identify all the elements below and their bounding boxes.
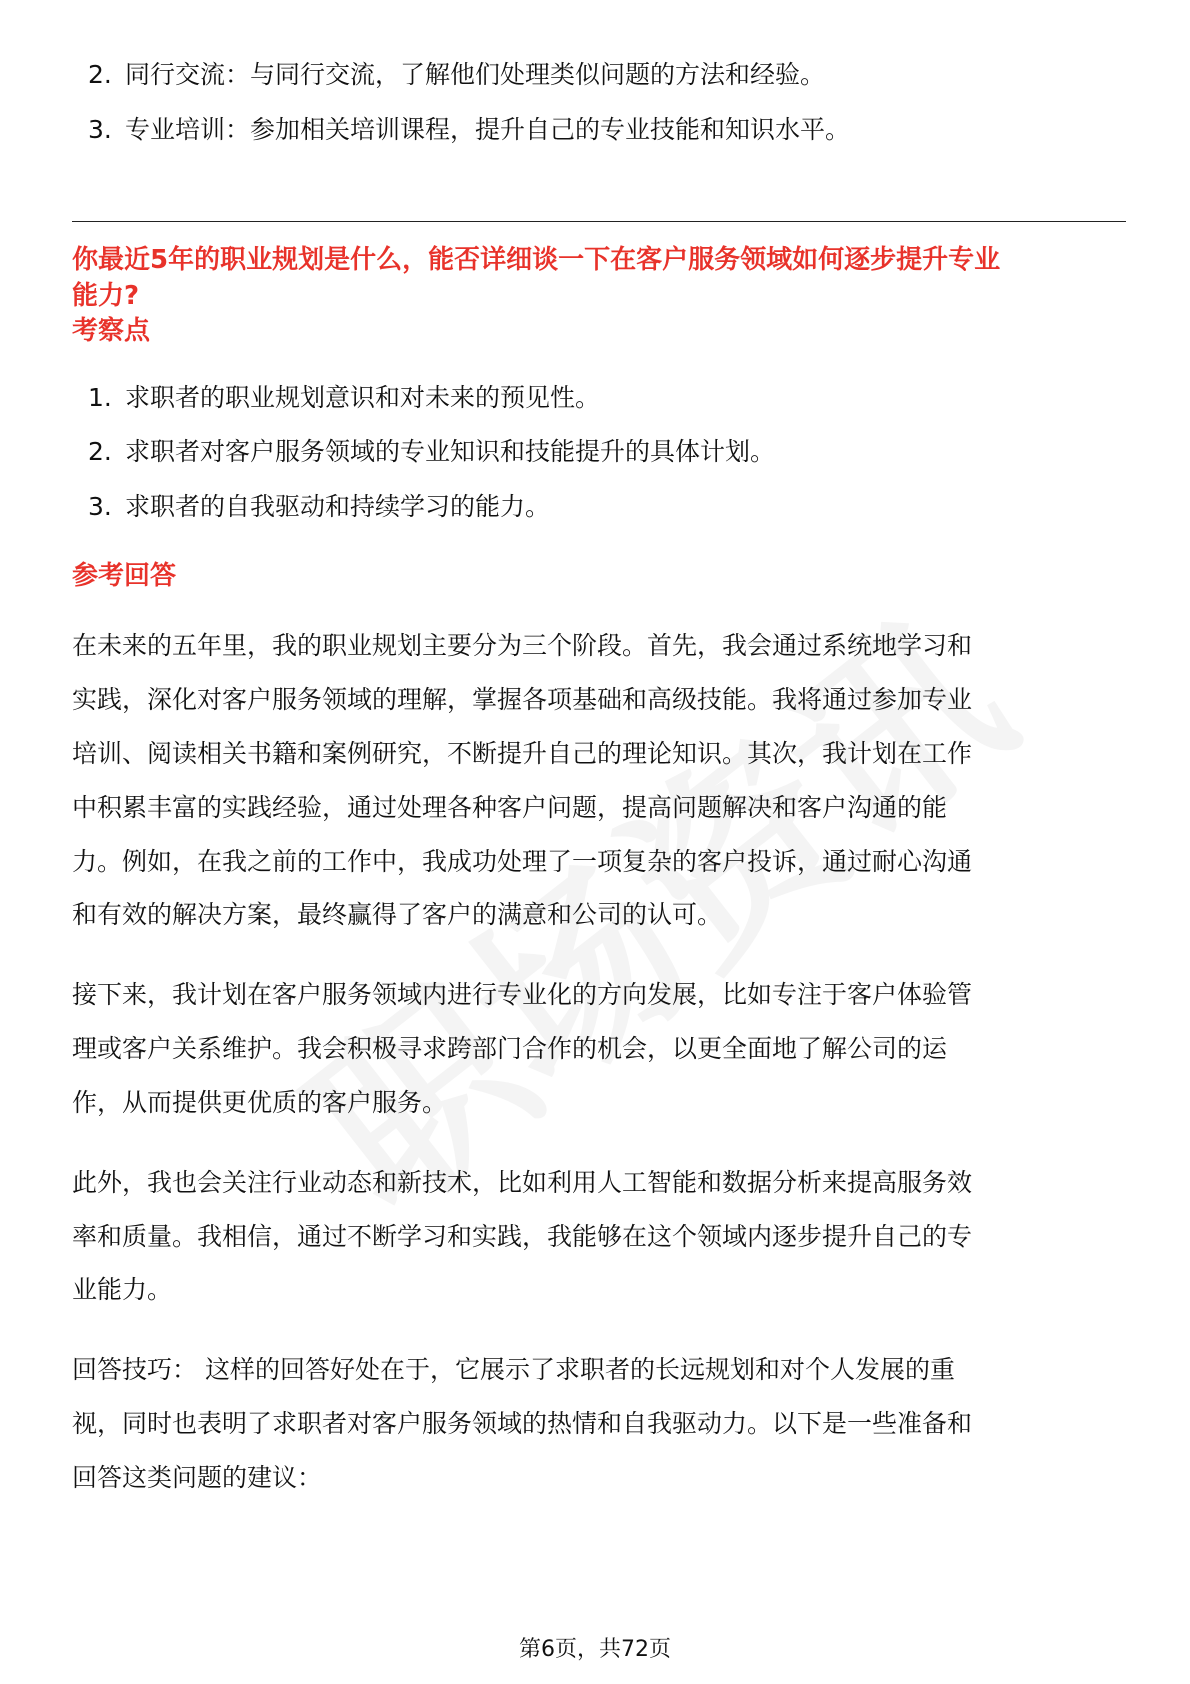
paragraph-line: 此外，我也会关注行业动态和新技术，比如利用人工智能和数据分析来提高服务效	[72, 1168, 973, 1197]
list-item-text: 求职者对客户服务领域的专业知识和技能提升的具体计划。	[125, 437, 776, 466]
paragraph-line: 实践，深化对客户服务领域的理解，掌握各项基础和高级技能。我将通过参加专业	[72, 685, 973, 714]
question-heading	[72, 242, 1132, 314]
paragraph-line: 率和质量。我相信，通过不断学习和实践，我能够在这个领域内逐步提升自己的专	[72, 1222, 973, 1251]
paragraph-line: 业能力。	[72, 1275, 173, 1304]
question-line-1: 你最近5年的职业规划是什么，能否详细谈一下在客户服务领域如何逐步提升专业	[72, 245, 1001, 275]
list-item-number: 3.	[88, 492, 112, 521]
paragraph-line: 和有效的解决方案，最终赢得了客户的满意和公司的认可。	[72, 900, 723, 929]
paragraph-line: 作，从而提供更优质的客户服务。	[72, 1088, 448, 1117]
list-item-text: 同行交流：与同行交流，了解他们处理类似问题的方法和经验。	[125, 60, 826, 89]
paragraph-line: 视，同时也表明了求职者对客户服务领域的热情和自我驱动力。以下是一些准备和	[72, 1409, 973, 1438]
paragraph-line: 在未来的五年里，我的职业规划主要分为三个阶段。首先，我会通过系统地学习和	[72, 631, 973, 660]
paragraph-line: 培训、阅读相关书籍和案例研究，不断提升自己的理论知识。其次，我计划在工作	[72, 739, 973, 768]
paragraph-line: 力。例如，在我之前的工作中，我成功处理了一项复杂的客户投诉，通过耐心沟通	[72, 847, 973, 876]
section-divider	[72, 221, 1126, 222]
list-item-number: 2.	[88, 437, 112, 466]
answer-heading: 参考回答	[72, 561, 177, 591]
list-item-number: 2.	[88, 60, 112, 89]
paragraph-line: 回答这类问题的建议：	[72, 1463, 323, 1492]
list-item-number: 1.	[88, 383, 112, 412]
page-number: 第6页，共72页	[519, 1637, 671, 1662]
list-item-text: 专业培训：参加相关培训课程，提升自己的专业技能和知识水平。	[125, 115, 851, 144]
list-item-text: 求职者的职业规划意识和对未来的预见性。	[125, 383, 601, 412]
paragraph-line: 回答技巧： 这样的回答好处在于，它展示了求职者的长远规划和对个人发展的重	[72, 1355, 955, 1384]
paragraph-line: 中积累丰富的实践经验，通过处理各种客户问题，提高问题解决和客户沟通的能	[72, 793, 948, 822]
paragraph-line: 接下来，我计划在客户服务领域内进行专业化的方向发展，比如专注于客户体验管	[72, 980, 973, 1009]
list-item-number: 3.	[88, 115, 112, 144]
list-item-text: 求职者的自我驱动和持续学习的能力。	[125, 492, 551, 521]
question-line-2: 能力?	[72, 281, 140, 311]
focus-heading: 考察点	[72, 316, 151, 346]
paragraph-line: 理或客户关系维护。我会积极寻求跨部门合作的机会，以更全面地了解公司的运	[72, 1034, 948, 1063]
